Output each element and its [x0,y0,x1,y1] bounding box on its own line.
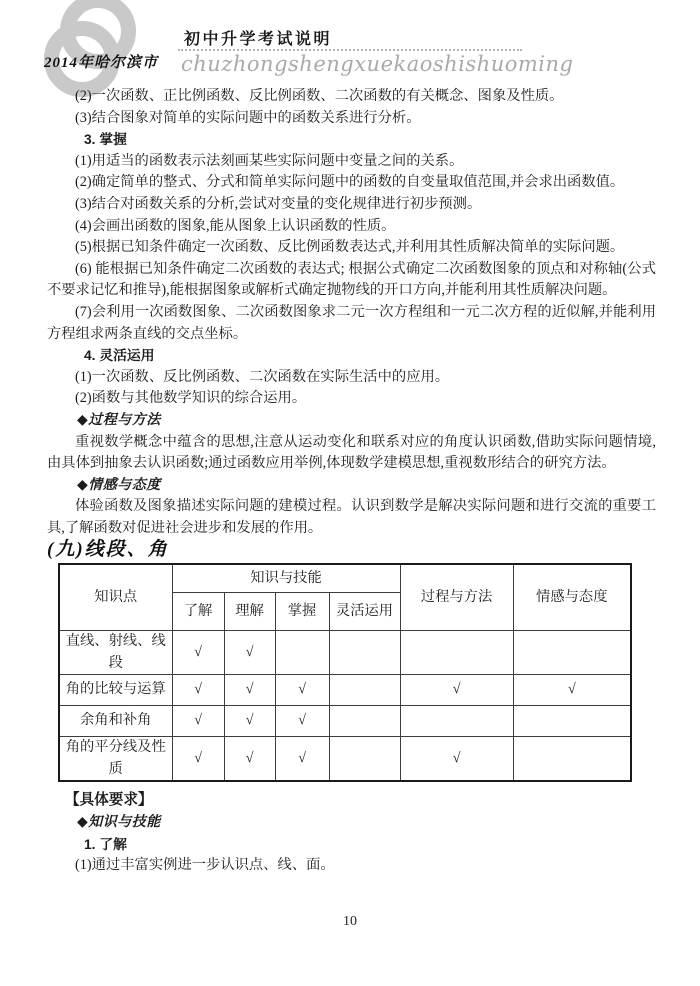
check-cell: √ [275,737,329,782]
body-paragraph: (2)确定简单的整式、分式和简单实际问题中的函数的自变量取值范围,并会求出函数值。 [75,174,625,191]
check-cell [400,631,513,675]
knowledge-point-label: 余角和补角 [59,706,172,737]
diamond-heading: ◆情感与态度 [77,477,161,493]
check-cell [400,706,513,737]
level-heading: 1. 了解 [84,836,127,852]
sub-header-master: 掌握 [275,593,329,631]
knowledge-point-label: 角的平分线及性质 [59,737,172,782]
body-paragraph: (6) 能根据已知条件确定二次函数的表达式; 根据公式确定二次函数图象的顶点和对称轴(公式不要求记忆和推导),能根据图象或解析式确定抛物线的开口方向,并能利用其性质解决问题。 [47,260,656,299]
body-paragraph: (1)通过丰富实例进一步认识点、线、面。 [75,857,335,874]
knowledge-point-label: 直线、射线、线段 [59,631,172,675]
book-title: 初中升学考试说明 [184,31,333,48]
body-paragraph: (4)会画出函数的图象,能从图象上认识函数的性质。 [75,217,396,234]
body-paragraph: (1)一次函数、反比例函数、二次函数在实际生活中的应用。 [75,368,450,385]
check-cell [329,675,400,706]
edition-label: 2014年哈尔滨市 [44,55,159,71]
col-header-knowledge-skill: 知识与技能 [172,564,400,593]
body-paragraph: (2)一次函数、正比例函数、反比例函数、二次函数的有关概念、图象及性质。 [75,88,564,104]
check-cell [329,737,400,782]
header-dotted-rule [178,49,522,51]
check-cell [513,631,631,675]
check-cell: √ [224,737,275,782]
check-cell [329,706,400,737]
body-paragraph: (1)用适当的函数表示法刻画某些实际问题中变量之间的关系。 [75,152,464,169]
sub-header-understand: 了解 [172,593,224,631]
check-cell: √ [172,631,224,675]
check-cell: √ [400,737,513,782]
sub-header-comprehend: 理解 [224,593,275,631]
check-cell: √ [275,706,329,737]
body-paragraph: 重视数学概念中蕴含的思想,注意从运动变化和联系对应的角度认识函数,借助实际问题情境,由具体到抽象去认识函数;通过函数应用举例,体现数学建模思想,重视数形结合的研究方法。 [47,433,656,472]
knowledge-point-label: 角的比较与运算 [59,675,172,706]
check-cell [275,631,329,675]
page-number: 10 [343,914,357,929]
check-cell [513,737,631,782]
col-header-emotion: 情感与态度 [513,564,631,631]
check-cell: √ [172,737,224,782]
body-paragraph: (7)会利用一次函数图象、二次函数图象求二元一次方程组和一元二次方程的近似解,并能利用方程组求两条直线的交点坐标。 [47,303,656,342]
sub-header-flexible: 灵活运用 [329,593,400,631]
body-paragraph: (2)函数与其他数学知识的综合运用。 [75,390,307,407]
table-row [59,706,631,737]
body-paragraph: (3)结合图象对简单的实际问题中的函数关系进行分析。 [75,109,421,126]
level-heading: 3. 掌握 [84,132,127,148]
check-cell [329,631,400,675]
check-cell [513,706,631,737]
body-paragraph: 体验函数及图象描述实际问题的建模过程。认识到数学是解决实际问题和进行交流的重要工具,了解函数对促进社会进步和发展的作用。 [47,498,656,536]
title-pinyin: chuzhongshengxuekaoshishuoming [181,52,574,76]
section-heading: (九)线段、角 [47,539,169,561]
col-header-process: 过程与方法 [400,564,513,631]
check-cell: √ [224,706,275,737]
diamond-heading: ◆过程与方法 [77,412,161,428]
table-row [59,737,631,782]
bracket-heading: 【具体要求】 [65,792,153,809]
check-cell: √ [224,675,275,706]
check-cell: √ [400,675,513,706]
table-row [59,675,631,706]
level-heading: 4. 灵活运用 [84,348,155,364]
check-cell: √ [172,675,224,706]
check-cell: √ [224,631,275,675]
table-row [59,631,631,675]
col-header-knowledge-point: 知识点 [59,564,172,631]
body-paragraph: (3)结合对函数关系的分析,尝试对变量的变化规律进行初步预测。 [75,195,482,212]
page-content [47,86,656,877]
assessment-table [58,563,632,782]
body-paragraph: (5)根据已知条件确定一次函数、反比例函数表达式,并利用其性质解决简单的实际问题。 [75,239,625,256]
check-cell: √ [275,675,329,706]
check-cell: √ [513,675,631,706]
check-cell: √ [172,706,224,737]
diamond-heading: ◆知识与技能 [77,815,161,831]
